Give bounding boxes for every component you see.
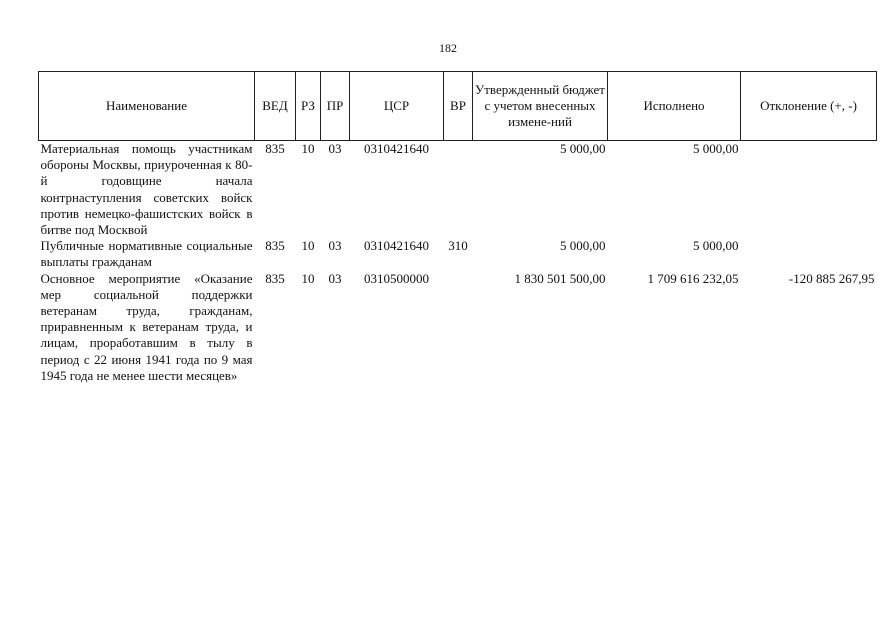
row-csr: 0310421640 (364, 238, 429, 254)
row-name: Материальная помощь участникам обороны Москвы, приуроченная к 80-й годовщине начала контрнаступления советских войск против немецко-фашистских войск в битве под Москвой (40, 141, 253, 238)
header-deviation: Отклонение (+, -) (741, 72, 877, 141)
table-row (39, 238, 877, 270)
row-vr: 310 (448, 238, 468, 254)
row-pr: 03 (328, 141, 342, 156)
header-approved-budget: Утвержденный бюджет с учетом внесенных измене-ний (473, 72, 608, 141)
header-name: Наименование (39, 72, 255, 141)
header-rz: РЗ (296, 72, 321, 141)
row-executed: 1 709 616 232,05 (647, 270, 739, 286)
row-deviation (741, 141, 877, 239)
row-ved: 835 (265, 270, 285, 286)
row-approved: 5 000,00 (560, 238, 606, 254)
row-deviation: -120 885 267,95 (788, 270, 875, 286)
row-vr (444, 271, 473, 384)
row-csr: 0310500000 (364, 270, 429, 286)
header-vr: ВР (444, 72, 473, 141)
row-executed: 5 000,00 (693, 141, 739, 156)
row-csr: 0310421640 (364, 141, 429, 156)
row-executed: 5 000,00 (693, 238, 739, 254)
table-row (39, 141, 877, 239)
table-body (39, 141, 877, 385)
row-rz: 10 (301, 270, 315, 286)
table-header (39, 72, 877, 141)
table-row (39, 271, 877, 384)
row-approved: 1 830 501 500,00 (514, 270, 606, 286)
budget-execution-table (38, 71, 877, 384)
row-ved: 835 (265, 141, 285, 156)
header-row (39, 72, 877, 141)
page-number: 182 (439, 41, 457, 55)
row-pr: 03 (328, 270, 342, 286)
header-ved: ВЕД (255, 72, 296, 141)
row-ved: 835 (265, 238, 285, 254)
row-name: Публичные нормативные социальные выплаты гражданам (40, 238, 253, 270)
header-csr: ЦСР (350, 72, 444, 141)
row-pr: 03 (328, 238, 342, 254)
row-rz: 10 (301, 238, 315, 254)
row-name: Основное мероприятие «Оказание мер социальной поддержки ветеранам труда, гражданам, приравненным к ветеранам труда, и лицам, проработавшим в тылу в период с 22 июня 1941 года по 9 мая 1945 года не менее шести месяцев» (40, 270, 253, 383)
row-vr (444, 141, 473, 239)
row-approved: 5 000,00 (560, 141, 606, 156)
header-pr: ПР (321, 72, 350, 141)
row-rz: 10 (301, 141, 315, 156)
row-deviation (741, 238, 877, 270)
header-executed: Исполнено (608, 72, 741, 141)
